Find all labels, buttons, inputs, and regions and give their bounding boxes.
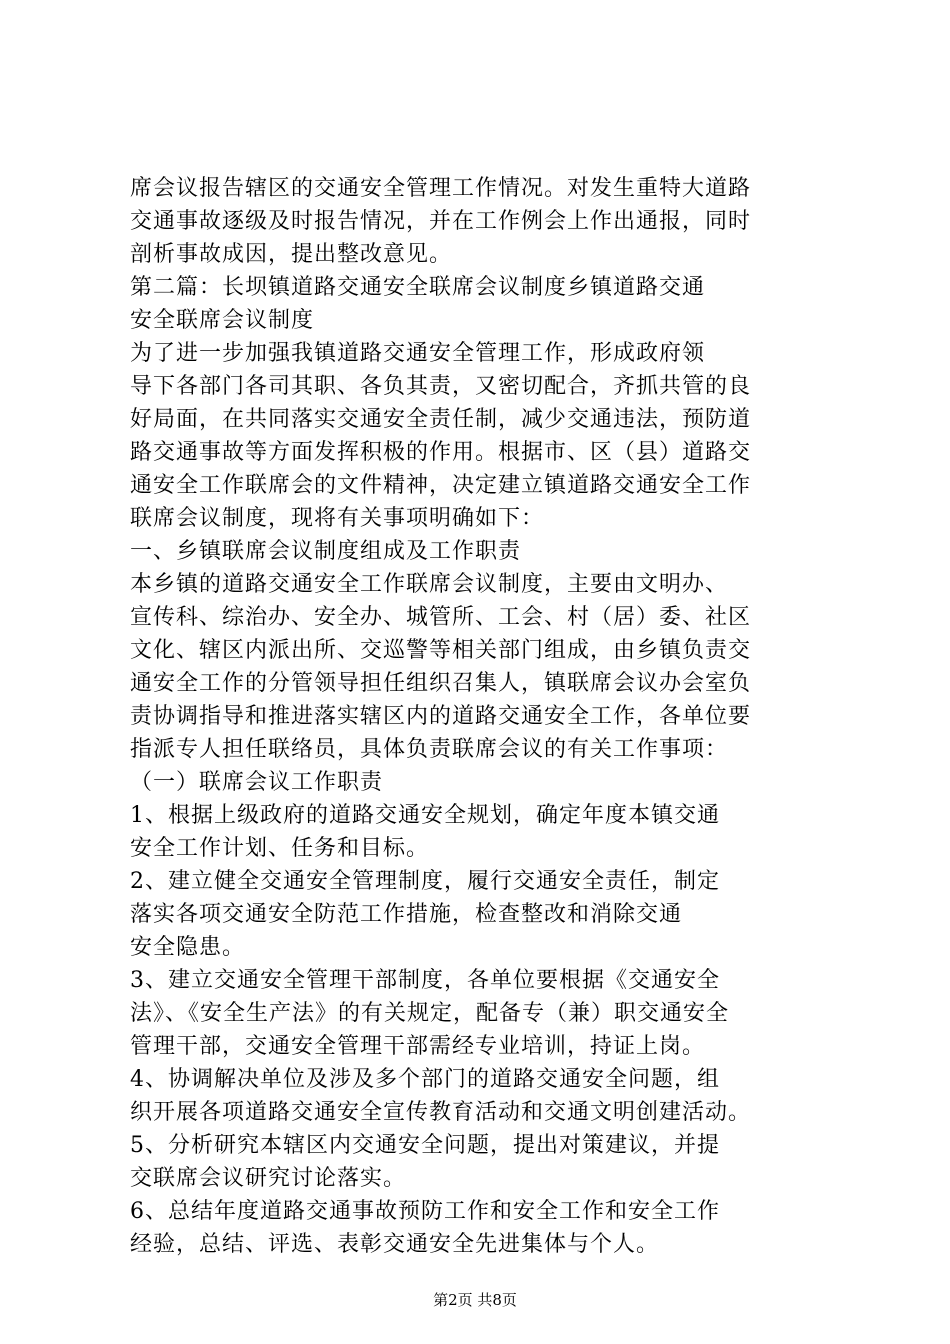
text-line: 为了进一步加强我镇道路交通安全管理工作，形成政府领 xyxy=(130,341,706,366)
subheading: 一、乡镇联席会议制度组成及工作职责 xyxy=(130,539,522,564)
text-line: 1、根据上级政府的道路交通安全规划，确定年度本镇交通 xyxy=(130,803,720,828)
text-line: 6、总结年度道路交通事故预防工作和安全工作和安全工作 xyxy=(130,1199,720,1224)
text-line: 本乡镇的道路交通安全工作联席会议制度，主要由文明办、 xyxy=(130,572,729,597)
text-line: 指派专人担任联络员，具体负责联席会议的有关工作事项： xyxy=(130,737,729,762)
text-line: 宣传科、综治办、安全办、城管所、工会、村（居）委、社区 xyxy=(130,605,752,630)
text-line: 路交通事故等方面发挥积极的作用。根据市、区（县）道路交 xyxy=(130,440,752,465)
text-line: 席会议报告辖区的交通安全管理工作情况。对发生重特大道路 xyxy=(130,176,752,201)
text-line: 经验，总结、评选、表彰交通安全先进集体与个人。 xyxy=(130,1232,660,1257)
text-line: 通安全工作的分管领导担任组织召集人，镇联席会议办会室负 xyxy=(130,671,752,696)
text-line: 安全隐患。 xyxy=(130,935,246,960)
text-line: 4、协调解决单位及涉及多个部门的道路交通安全问题，组 xyxy=(130,1067,720,1092)
text-line: 3、建立交通安全管理干部制度，各单位要根据《交通安全 xyxy=(130,968,720,993)
text-line: 交联席会议研究讨论落实。 xyxy=(130,1166,407,1191)
text-line: 安全工作计划、任务和目标。 xyxy=(130,836,430,861)
text-line: 管理干部，交通安全管理干部需经专业培训，持证上岗。 xyxy=(130,1034,706,1059)
text-line: 法》、《安全生产法》的有关规定，配备专（兼）职交通安全 xyxy=(130,1001,730,1026)
text-line: 通安全工作联席会的文件精神，决定建立镇道路交通安全工作 xyxy=(130,473,752,498)
text-line: 文化、辖区内派出所、交巡警等相关部门组成，由乡镇负责交 xyxy=(130,638,752,663)
text-line: 2、建立健全交通安全管理制度，履行交通安全责任，制定 xyxy=(130,869,720,894)
text-line: 联席会议制度，现将有关事项明确如下： xyxy=(130,506,545,531)
section-heading: 第二篇：长坝镇道路交通安全联席会议制度乡镇道路交通 xyxy=(130,275,706,300)
subheading: （一）联席会议工作职责 xyxy=(130,770,384,795)
text-line: 剖析事故成因，提出整改意见。 xyxy=(130,242,453,267)
text-line: 交通事故逐级及时报告情况，并在工作例会上作出通报，同时 xyxy=(130,209,752,234)
text-line: 导下各部门各司其职、各负其责，又密切配合，齐抓共管的良 xyxy=(130,374,752,399)
text-line: 好局面，在共同落实交通安全责任制，减少交通违法，预防道 xyxy=(130,407,752,432)
text-line: 责协调指导和推进落实辖区内的道路交通安全工作，各单位要 xyxy=(130,704,752,729)
text-line: 落实各项交通安全防范工作措施，检查整改和消除交通 xyxy=(130,902,683,927)
section-heading: 安全联席会议制度 xyxy=(130,308,315,333)
text-line: 织开展各项道路交通安全宣传教育活动和交通文明创建活动。 xyxy=(130,1100,752,1125)
page-number: 第2页 共8页 xyxy=(433,1291,517,1309)
text-line: 5、分析研究本辖区内交通安全问题，提出对策建议，并提 xyxy=(130,1133,720,1158)
